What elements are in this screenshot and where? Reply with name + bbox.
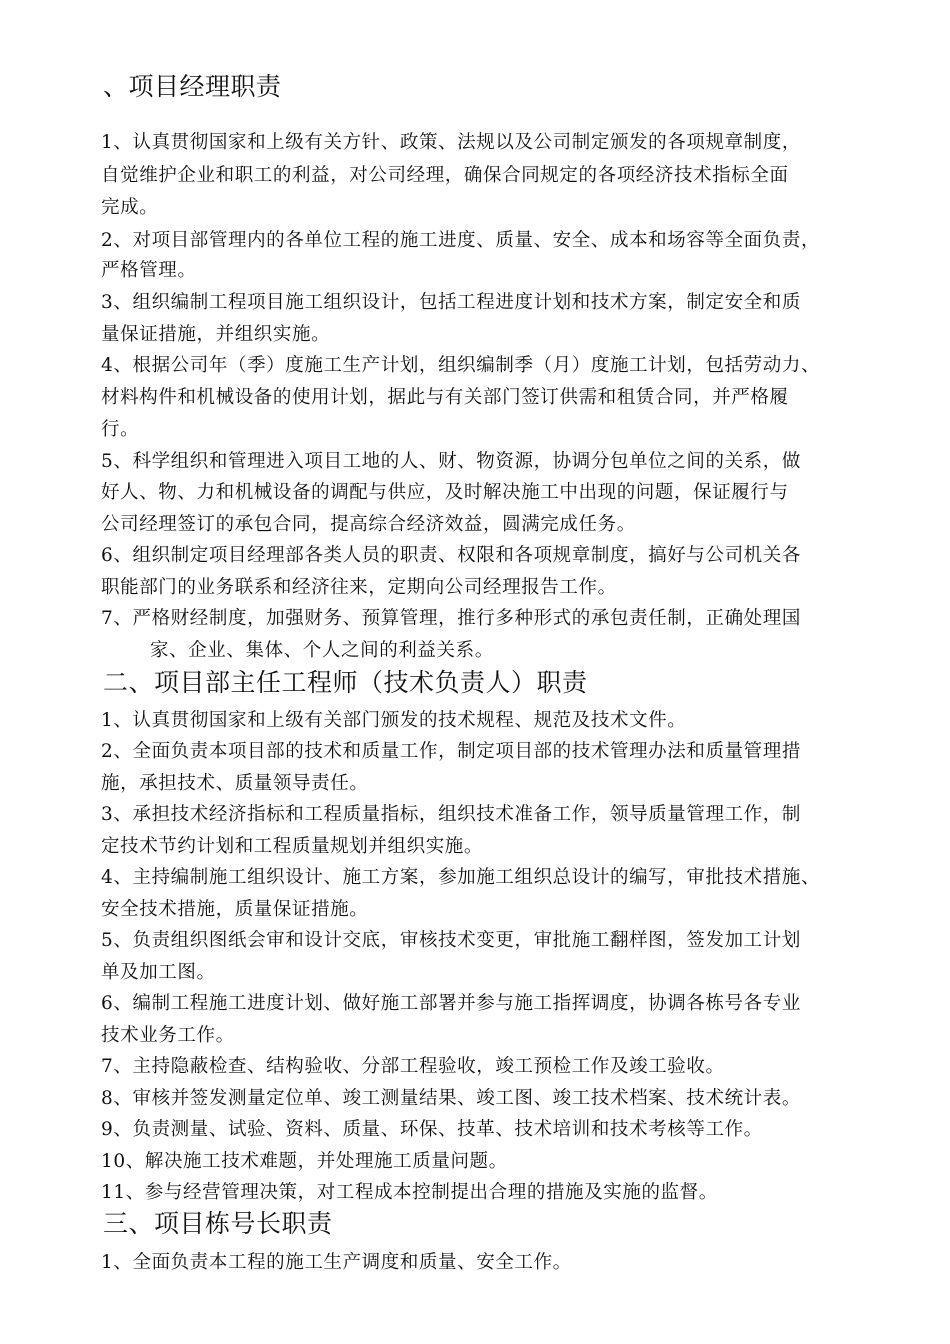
paragraph-line: 1、认真贯彻国家和上级有关方针、政策、法规以及公司制定颁发的各项规章制度， <box>101 132 801 153</box>
paragraph-line: 严格管理。 <box>101 260 197 281</box>
paragraph-line: 完成。 <box>101 197 159 218</box>
paragraph-line: 量保证措施，并组织实施。 <box>101 324 331 345</box>
paragraph-line: 自觉维护企业和职工的利益，对公司经理，确保合同规定的各项经济技术指标全面 <box>101 165 789 186</box>
paragraph-line: 3、组织编制工程项目施工组织设计，包括工程进度计划和技术方案，制定安全和质 <box>101 292 801 313</box>
paragraph-line: 职能部门的业务联系和经济往来，定期向公司经理报告工作。 <box>101 577 617 598</box>
paragraph-line: 技术业务工作。 <box>101 1025 235 1046</box>
paragraph-line: 定技术节约计划和工程质量规划并组织实施。 <box>101 836 484 857</box>
paragraph-line: 8、审核并签发测量定位单、竣工测量结果、竣工图、竣工技术档案、技术统计表。 <box>101 1088 801 1109</box>
paragraph-line: 6、编制工程施工进度计划、做好施工部署并参与施工指挥调度，协调各栋号各专业 <box>101 993 801 1014</box>
paragraph-line: 行。 <box>101 419 140 440</box>
section-heading-building-lead: 三、项目栋号长职责 <box>103 1209 333 1238</box>
paragraph-line: 10、解决施工技术难题，并处理施工质量问题。 <box>101 1151 508 1172</box>
paragraph-line: 安全技术措施，质量保证措施。 <box>101 899 369 920</box>
paragraph-line: 施，承担技术、质量领导责任。 <box>101 773 369 794</box>
paragraph-line: 5、负责组织图纸会审和设计交底，审核技术变更，审批施工翻样图，签发加工计划 <box>101 930 801 951</box>
paragraph-line: 3、承担技术经济指标和工程质量指标，组织技术准备工作，领导质量管理工作，制 <box>101 804 801 825</box>
paragraph-line: 2、全面负责本项目部的技术和质量工作，制定项目部的技术管理办法和质量管理措 <box>101 741 801 762</box>
paragraph-line: 材料构件和机械设备的使用计划，据此与有关部门签订供需和租赁合同，并严格履 <box>101 387 789 408</box>
paragraph-line: 7、严格财经制度，加强财务、预算管理，推行多种形式的承包责任制，正确处理国 <box>101 608 801 629</box>
paragraph-line: 4、主持编制施工组织设计、施工方案，参加施工组织总设计的编写，审批技术措施、 <box>101 867 821 888</box>
paragraph-line: 1、全面负责本工程的施工生产调度和质量、安全工作。 <box>101 1252 572 1273</box>
section-heading-chief-engineer: 二、项目部主任工程师（技术负责人）职责 <box>103 668 588 697</box>
paragraph-line: 1、认真贯彻国家和上级有关部门颁发的技术规程、规范及技术文件。 <box>101 710 687 731</box>
paragraph-line: 2、对项目部管理内的各单位工程的施工进度、质量、安全、成本和场容等全面负责， <box>101 230 821 251</box>
paragraph-line: 6、组织制定项目经理部各类人员的职责、权限和各项规章制度，搞好与公司机关各 <box>101 545 801 566</box>
paragraph-line: 家、企业、集体、个人之间的利益关系。 <box>150 640 494 661</box>
paragraph-line: 4、根据公司年（季）度施工生产计划，组织编制季（月）度施工计划，包括劳动力、 <box>101 355 821 376</box>
paragraph-line: 9、负责测量、试验、资料、质量、环保、技革、技术培训和技术考核等工作。 <box>101 1119 763 1140</box>
paragraph-line: 5、科学组织和管理进入项目工地的人、财、物资源，协调分包单位之间的关系，做 <box>101 451 801 472</box>
paragraph-line: 单及加工图。 <box>101 962 216 983</box>
paragraph-line: 好人、物、力和机械设备的调配与供应，及时解决施工中出现的问题，保证履行与 <box>101 482 789 503</box>
paragraph-line: 11、参与经营管理决策，对工程成本控制提出合理的措施及实施的监督。 <box>101 1182 718 1203</box>
section-heading-project-manager: 、项目经理职责 <box>103 72 282 101</box>
paragraph-line: 7、主持隐蔽检查、结构验收、分部工程验收，竣工预检工作及竣工验收。 <box>101 1056 725 1077</box>
paragraph-line: 公司经理签订的承包合同，提高综合经济效益，圆满完成任务。 <box>101 514 636 535</box>
